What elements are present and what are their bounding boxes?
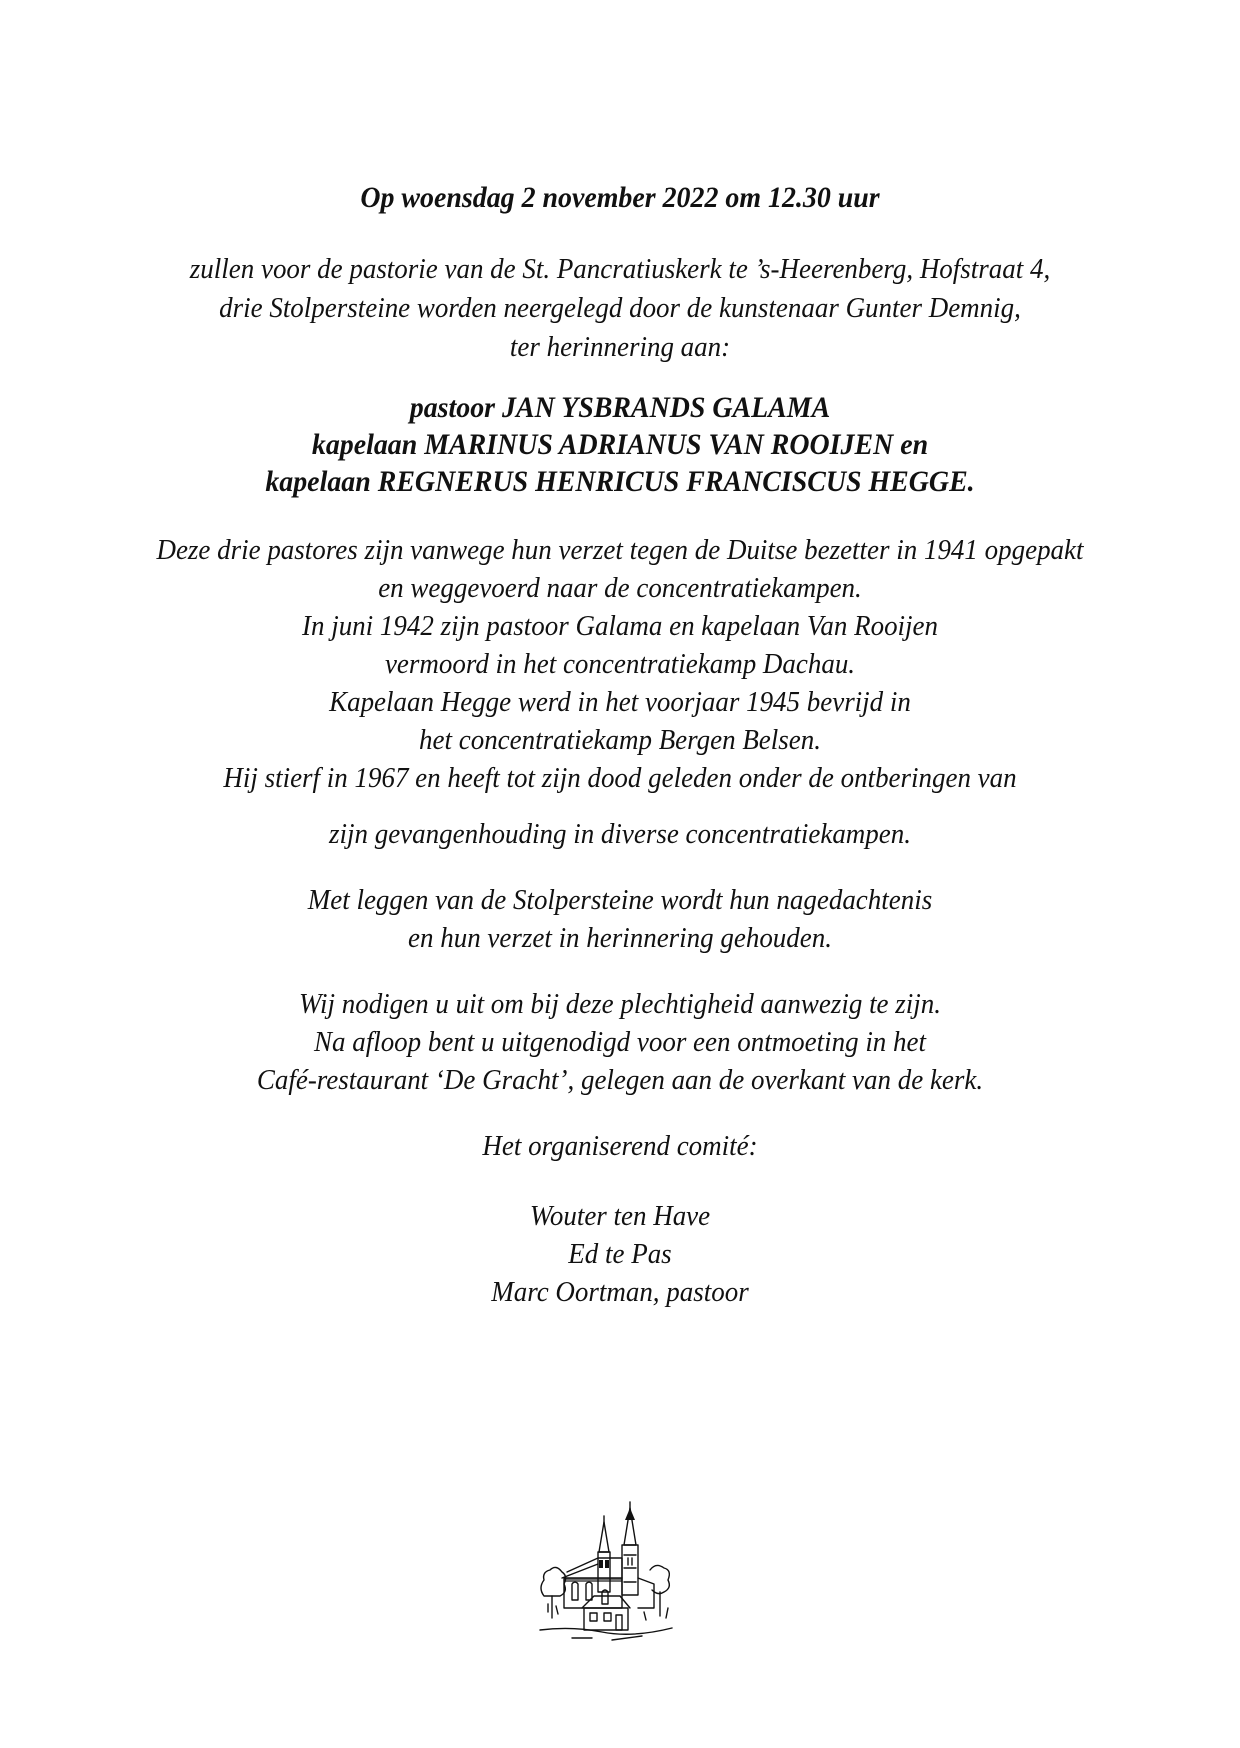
invitation-line: Wij nodigen u uit om bij deze plechtigheid aanwezig te zijn. xyxy=(299,988,941,1020)
committee-heading: Het organiserend comité: xyxy=(482,1130,758,1162)
honoree-name: pastoor JAN YSBRANDS GALAMA xyxy=(409,391,831,424)
history-line: In juni 1942 zijn pastoor Galama en kapelaan Van Rooijen xyxy=(301,610,939,642)
invitation-line: Café-restaurant ‘De Gracht’, gelegen aan de overkant van de kerk. xyxy=(256,1064,984,1096)
history-line: Deze drie pastores zijn vanwege hun verzet tegen de Duitse bezetter in 1941 opgepakt xyxy=(156,534,1084,566)
church-drawing-icon xyxy=(532,1500,682,1650)
history-line: het concentratiekamp Bergen Belsen. xyxy=(419,724,821,756)
history-line: zijn gevangenhouding in diverse concentratiekampen. xyxy=(329,818,911,850)
honoree-name: kapelaan REGNERUS HENRICUS FRANCISCUS HEGGE. xyxy=(265,465,975,498)
intro-line: ter herinnering aan: xyxy=(509,331,731,363)
remembrance-line: en hun verzet in herinnering gehouden. xyxy=(408,922,832,954)
remembrance-line: Met leggen van de Stolpersteine wordt hun nagedachtenis xyxy=(307,884,933,916)
honoree-name: kapelaan MARINUS ADRIANUS VAN ROOIJEN en xyxy=(311,428,929,461)
invitation-line: Na afloop bent u uitgenodigd voor een ontmoeting in het xyxy=(314,1026,926,1058)
intro-line: drie Stolpersteine worden neergelegd door de kunstenaar Gunter Demnig, xyxy=(219,292,1021,324)
committee-member: Wouter ten Have xyxy=(529,1200,711,1232)
history-line: vermoord in het concentratiekamp Dachau. xyxy=(384,648,856,680)
intro-line: zullen voor de pastorie van de St. Pancratiuskerk te ’s-Heerenberg, Hofstraat 4, xyxy=(189,253,1051,285)
committee-member: Marc Oortman, pastoor xyxy=(491,1276,749,1308)
date-line: Op woensdag 2 november 2022 om 12.30 uur xyxy=(360,181,880,214)
history-line: Kapelaan Hegge werd in het voorjaar 1945 bevrijd in xyxy=(329,686,911,718)
history-line: Hij stierf in 1967 en heeft tot zijn dood geleden onder de ontberingen van xyxy=(223,762,1017,794)
committee-member: Ed te Pas xyxy=(568,1238,672,1270)
history-line: en weggevoerd naar de concentratiekampen. xyxy=(378,572,862,604)
